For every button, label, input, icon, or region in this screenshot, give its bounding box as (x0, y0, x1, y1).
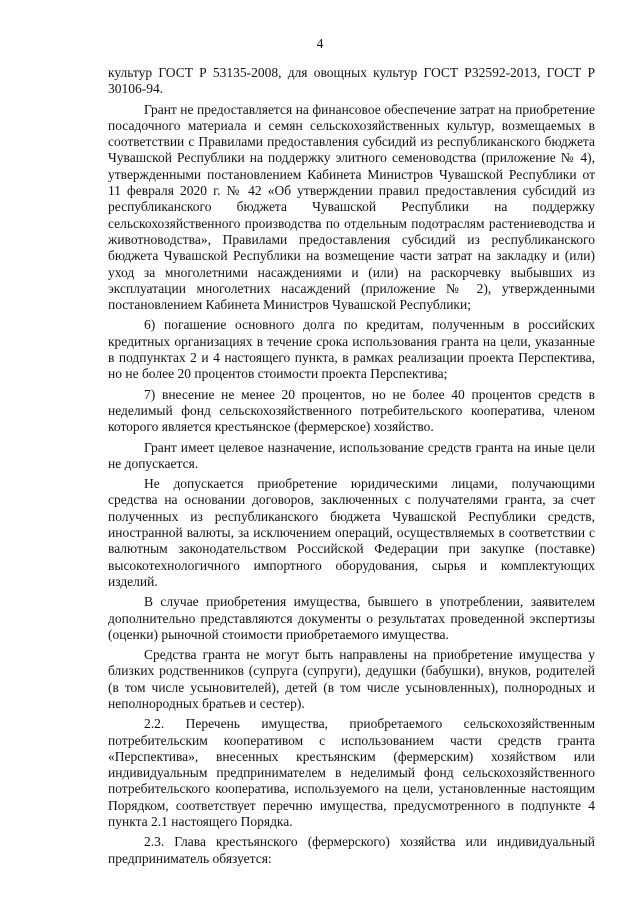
paragraph-used-property: В случае приобретения имущества, бывшего в употреблении, заявителем дополнительно представляются документы о результатах проведенной экспертизы (оценки) рыночной стоимости приобретаемого имущества. (108, 594, 595, 642)
paragraph-section-2-2: 2.2. Перечень имущества, приобретаемого сельскохозяйственным потребительским кооперативом с использованием части средств гранта «Перспектива», внесенных крестьянским (фермерским) хозяйством или индивидуальным предпринимателем в неделимый фонд сельскохозяйственного потребительского кооператива, используемого на цели, установленные настоящим Порядком, соответствует перечню имущества, предусмотренного в подпункте 4 пункта 2.1 настоящего Порядка. (108, 716, 595, 830)
paragraph-section-2-3: 2.3. Глава крестьянского (фермерского) хозяйства или индивидуальный предприниматель обязуется: (108, 834, 595, 866)
paragraph-item-6: 6) погашение основного долга по кредитам, полученным в российских кредитных организациях в течение срока использования гранта на цели, указанные в подпунктах 2 и 4 настоящего пункта, в рамках реализации проекта Перспектива, но не более 20 процентов стоимости проекта Перспектива; (108, 317, 595, 382)
paragraph-relatives-restriction: Средства гранта не могут быть направлены на приобретение имущества у близких родственников (супруга (супруги), дедушки (бабушки), внуков, родителей (в том числе усыновителей), детей (в том числе усыновленных), полнородных и неполнородных братьев и сестер). (108, 647, 595, 711)
paragraph-currency-restriction: Не допускается приобретение юридическими лицами, получающими средства на основании договоров, заключенных с получателями гранта, за счет полученных из республиканского бюджета Чувашской Республики средств, иностранной валюты, за исключением операций, осуществляемых в соответствии с валютным законодательством Российской Федерации при закупке (поставке) высокотехнологичного импортного оборудования, сырья и комплектующих изделий. (108, 476, 595, 589)
paragraph-target-purpose: Грант имеет целевое назначение, использование средств гранта на иные цели не допускается. (108, 439, 595, 471)
paragraph-grant-exclusions: Грант не предоставляется на финансовое обеспечение затрат на приобретение посадочного материала и семян сельскохозяйственных культур, возмещаемых в соответствии с Правилами предоставления субсидий из республиканского бюджета Чувашской Республики на поддержку элитного семеноводства (приложение № 4), утвержденными постановлением Кабинета Министров Чувашской Республики от 11 февраля 2020 г. № 42 «Об утверждении правил предоставления субсидий из республиканского бюджета Чувашской Республики на поддержку сельскохозяйственного производства по отдельным подотраслям растениеводства и животноводства», Правилами предоставления субсидий из республиканского бюджета Чувашской Республики на возмещение части затрат на закладку и (или) уход за многолетними насаждениями и (или) на раскорчевку выбывших из эксплуатации многолетних насаждений (приложение № 2), утвержденными постановлением Кабинета Министров Чувашской Республики; (108, 101, 595, 313)
paragraph-continuation: культур ГОСТ Р 53135-2008, для овощных культур ГОСТ Р32592-2013, ГОСТ Р 30106-94. (108, 65, 595, 97)
document-body (108, 65, 595, 867)
paragraph-item-7: 7) внесение не менее 20 процентов, но не более 40 процентов средств в неделимый фонд сельскохозяйственного потребительского кооператива, членом которого является крестьянское (фермерское) хозяйство. (108, 386, 595, 435)
page-number: 4 (316, 36, 324, 51)
